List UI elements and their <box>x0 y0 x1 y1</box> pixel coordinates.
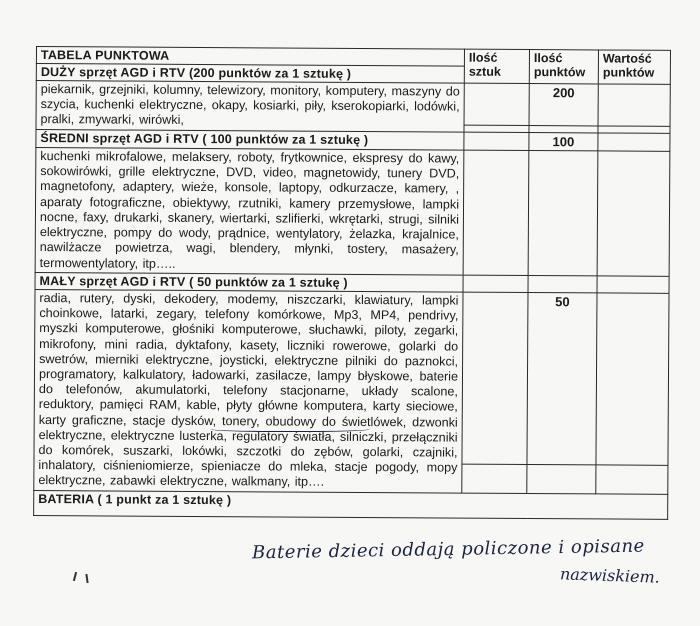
quantity-cell-medium <box>464 132 529 150</box>
handwritten-underline <box>210 425 370 432</box>
items-row-medium <box>35 147 670 276</box>
quantity-cell-large <box>464 83 529 125</box>
value-cell-medium <box>598 133 670 151</box>
category-label-battery <box>34 490 668 519</box>
category-label-medium: ŚREDNI sprzęt AGD i RTV ( 100 punktów za 1 sztukę ) <box>36 129 464 150</box>
battery-label-text: BATERIA ( 1 punkt za 1 sztukę ) <box>38 491 232 507</box>
points-value-large: 200 <box>529 84 598 126</box>
handwritten-note-line-1: Baterie dzieci oddają policzone i opisane <box>251 535 645 564</box>
items-list-large: piekarnik, grzejniki, kolumny, telewizory, monitory, komputery, maszyny do szycia, kuchenki elektryczne, okapy, kosiarki, piły, kserokopiarki, lodówki, pralki, zmywarki, wirówki, <box>36 81 464 132</box>
items-list-medium: kuchenki mikrofalowe, melaksery, roboty, frytkownice, ekspresy do kawy, sokowirówki, grille elektryczne, DVD, video, magnetowidy, tunery DVD, magnetofony, adaptery, wieże, konsole, laptopy, odkurzacze, kamery, , aparaty fotograficzne, obiektywy, rzutniki, kamery przemysłowe, lampki nocne, faxy, drukarki, skanery, wiertarki, szlifierki, wkrętarki, strugi, silniki elektryczne, pompy do wody, prądnice, wentylatory, żelazka, krajalnice, nawilżacze powietrza, wagi, blendery, młynki, tostery, masażery, termowentylatory, itp….. <box>35 147 464 275</box>
column-header-points: Ilość punktów <box>529 50 598 84</box>
category-label-small: MAŁY sprzęt AGD i RTV ( 50 punktów za 1 sztukę ) <box>35 272 463 292</box>
points-value-medium: 100 <box>529 132 598 150</box>
value-cell-large <box>598 84 670 126</box>
handwritten-note-line-2: nazwiskiem. <box>559 564 661 587</box>
category-row-battery <box>34 490 668 519</box>
value-cell-small <box>597 276 669 293</box>
points-value-small: 50 <box>527 292 597 464</box>
column-header-value: Wartość punktów <box>598 50 670 84</box>
items-list-small: radia, rutery, dyski, dekodery, modemy, niszczarki, klawiatury, lampki choinkowe, latarki, zegary, telefony komórkowe, Mp3, MP4, pendrivy, myszki komputerowe, głośniki komputerowe, słuchawki, piloty, zegarki, mikrofony, mini radia, dyktafony, kasety, liczniki rowerowe, golarki do swetrów, mierniki elektryczne, joysticki, elektryczne pilniki do paznokci, programatory, kalkulatory, ładowarki, zasilacze, lampy błyskowe, baterie do telefonów, akumulatorki, telefony stacjonarne, układy scalone, reduktory, pamięci RAM, kable, płyty główne komputera, karty sieciowe, karty graficzne, stacje dysków, tonery, obudowy do świetlówek, dzwonki elektryczne, elektryczne lusterka, regulatory światła, silniczki, przełączniki do komórek, suszarki, lokówki, szczotki do zębów, golarki, czajniki, inhalatory, ciśnieniomierze, spieniacze do mleka, stacje pogody, mopy elektryczne, zabawki elektryczne, walkmany, itp…. <box>34 289 463 492</box>
items-row-small <box>34 289 669 465</box>
quantity-cell-small-2 <box>462 292 528 464</box>
value-cell-medium-2 <box>597 151 670 277</box>
points-cell-medium-2 <box>528 150 598 276</box>
value-cell-small-2 <box>596 293 669 465</box>
points-table <box>33 46 671 519</box>
column-header-quantity: Ilość sztuk <box>464 49 529 83</box>
quantity-cell-medium-2 <box>463 150 529 276</box>
category-label-large: DUŻY sprzęt AGD i RTV (200 punktów za 1 sztukę ) <box>36 64 464 84</box>
points-cell-small-3 <box>527 464 596 493</box>
quantity-cell-small-3 <box>462 464 527 493</box>
points-cell-small-top <box>528 275 597 292</box>
table-title: TABELA PUNKTOWA <box>36 47 464 67</box>
quantity-cell-small <box>463 275 528 292</box>
value-cell-small-3 <box>596 465 668 494</box>
pen-mark <box>73 572 77 581</box>
points-row-large <box>36 81 670 127</box>
pen-mark <box>85 574 88 583</box>
